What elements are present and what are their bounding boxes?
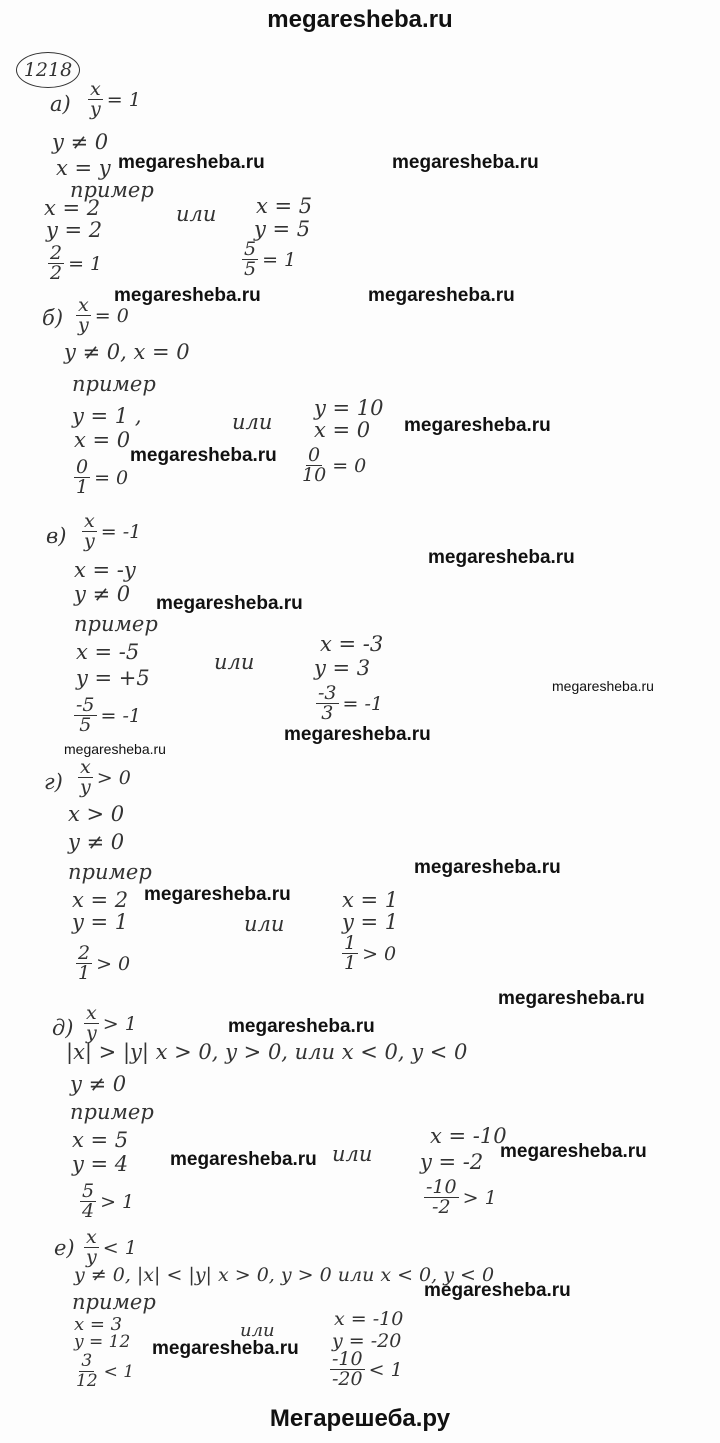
example-label: пример <box>72 1290 156 1314</box>
work-line: y = 4 <box>72 1152 129 1176</box>
condition-fraction: $\frac{x}{y}$ = 0 <box>78 294 129 336</box>
example-label: пример <box>74 612 158 636</box>
work-line: x = y <box>56 156 111 180</box>
header-watermark: megaresheba.ru <box>267 6 453 33</box>
watermark: megaresheba.ru <box>368 285 515 306</box>
condition-fraction: $\frac{x}{y}$ > 0 <box>80 756 131 798</box>
example-label: пример <box>70 1100 154 1124</box>
work-line: y ≠ 0 <box>52 130 109 154</box>
watermark: megaresheba.ru <box>114 285 261 306</box>
example-label: пример <box>68 860 152 884</box>
example-fraction: $\frac{0}{1}$ = 0 <box>76 456 129 498</box>
watermark: megaresheba.ru <box>392 152 539 173</box>
example-fraction: $\frac{5}{5}$ = 1 <box>244 238 297 280</box>
work-line: y = 1 <box>72 910 129 934</box>
example-fraction: $\frac{-5}{5}$ = -1 <box>76 694 141 736</box>
work-line: y = -20 <box>332 1330 402 1352</box>
work-line: y = 1 , <box>72 404 142 428</box>
example-label: пример <box>70 178 154 202</box>
part-label: а) <box>50 92 71 116</box>
work-line: y = 5 <box>254 217 311 241</box>
work-line: x = -3 <box>320 632 384 656</box>
watermark: megaresheba.ru <box>552 678 654 694</box>
condition-fraction: $\frac{x}{y}$ < 1 <box>86 1226 137 1268</box>
watermark: megaresheba.ru <box>404 415 551 436</box>
or-label: или <box>244 912 285 936</box>
condition-fraction: $\frac{x}{y}$ = -1 <box>84 510 142 552</box>
work-line: x = -10 <box>430 1124 507 1148</box>
work-line: y ≠ 0, x = 0 <box>64 340 190 364</box>
work-line: y ≠ 0 <box>70 1072 127 1096</box>
work-line: y = 3 <box>314 656 371 680</box>
example-fraction: $\frac{-10}{-20}$ < 1 <box>332 1348 403 1390</box>
work-line: y = +5 <box>76 666 150 690</box>
work-line: x = 1 <box>342 888 399 912</box>
part-label: д) <box>52 1016 74 1040</box>
part-label: г) <box>44 770 63 794</box>
work-line: x = 2 <box>72 888 129 912</box>
work-line: y ≠ 0 <box>68 830 125 854</box>
watermark: megaresheba.ru <box>428 547 575 568</box>
example-fraction: $\frac{3}{12}$ < 1 <box>76 1351 135 1391</box>
work-line: y = -2 <box>420 1150 484 1174</box>
work-line: x = 5 <box>72 1128 129 1152</box>
part-label: б) <box>42 306 64 330</box>
watermark: megaresheba.ru <box>414 857 561 878</box>
example-fraction: $\frac{5}{4}$ > 1 <box>82 1180 135 1222</box>
work-line: y ≠ 0 <box>74 582 131 606</box>
work-line: x = 0 <box>314 418 371 442</box>
condition-fraction: $\frac{x}{y}$ > 1 <box>86 1002 137 1044</box>
work-line: y = 10 <box>314 396 384 420</box>
work-line: y ≠ 0, |x| < |y| x > 0, y > 0 или x < 0, y < 0 <box>74 1264 495 1286</box>
part-label: е) <box>54 1236 75 1260</box>
or-label: или <box>240 1320 275 1341</box>
work-line: x = -y <box>74 558 136 582</box>
or-label: или <box>176 202 217 226</box>
watermark: megaresheba.ru <box>424 1280 571 1301</box>
condition-fraction: $\frac{x}{y}$ = 1 <box>90 78 141 120</box>
work-line: y = 1 <box>342 910 399 934</box>
watermark: megaresheba.ru <box>498 988 645 1009</box>
or-label: или <box>232 410 273 434</box>
problem-number-badge <box>16 52 80 88</box>
watermark: megaresheba.ru <box>228 1016 375 1037</box>
work-line: x = -5 <box>76 640 140 664</box>
watermark: megaresheba.ru <box>156 593 303 614</box>
watermark: megaresheba.ru <box>152 1338 299 1359</box>
footer-watermark: Мегарешеба.ру <box>269 1405 451 1432</box>
work-line: x > 0 <box>68 802 125 826</box>
work-line: x = -10 <box>334 1308 404 1330</box>
watermark: megaresheba.ru <box>118 152 265 173</box>
work-line: x = 3 <box>74 1314 123 1335</box>
work-line: x = 2 <box>44 196 101 220</box>
example-fraction: $\frac{-3}{3}$ = -1 <box>318 682 383 724</box>
or-label: или <box>332 1142 373 1166</box>
example-fraction: $\frac{-10}{-2}$ > 1 <box>426 1176 497 1218</box>
problem-number: 1218 <box>23 59 73 81</box>
work-line: y = 2 <box>46 218 103 242</box>
work-line: y = 12 <box>74 1332 131 1352</box>
or-label: или <box>214 650 255 674</box>
watermark: megaresheba.ru <box>284 724 431 745</box>
watermark: megaresheba.ru <box>144 884 291 905</box>
example-fraction: $\frac{2}{2}$ = 1 <box>50 242 103 284</box>
work-line: |x| > |y| x > 0, y > 0, или x < 0, y < 0 <box>66 1040 468 1064</box>
example-fraction: $\frac{0}{10}$ = 0 <box>302 444 367 486</box>
part-label: в) <box>46 524 67 548</box>
watermark: megaresheba.ru <box>130 445 277 466</box>
work-line: x = 0 <box>74 428 131 452</box>
watermark: megaresheba.ru <box>500 1141 647 1162</box>
work-line: x = 5 <box>256 194 313 218</box>
example-label: пример <box>72 372 156 396</box>
example-fraction: $\frac{1}{1}$ > 0 <box>344 932 397 974</box>
watermark: megaresheba.ru <box>170 1149 317 1170</box>
watermark: megaresheba.ru <box>64 741 166 757</box>
example-fraction: $\frac{2}{1}$ > 0 <box>78 942 131 984</box>
